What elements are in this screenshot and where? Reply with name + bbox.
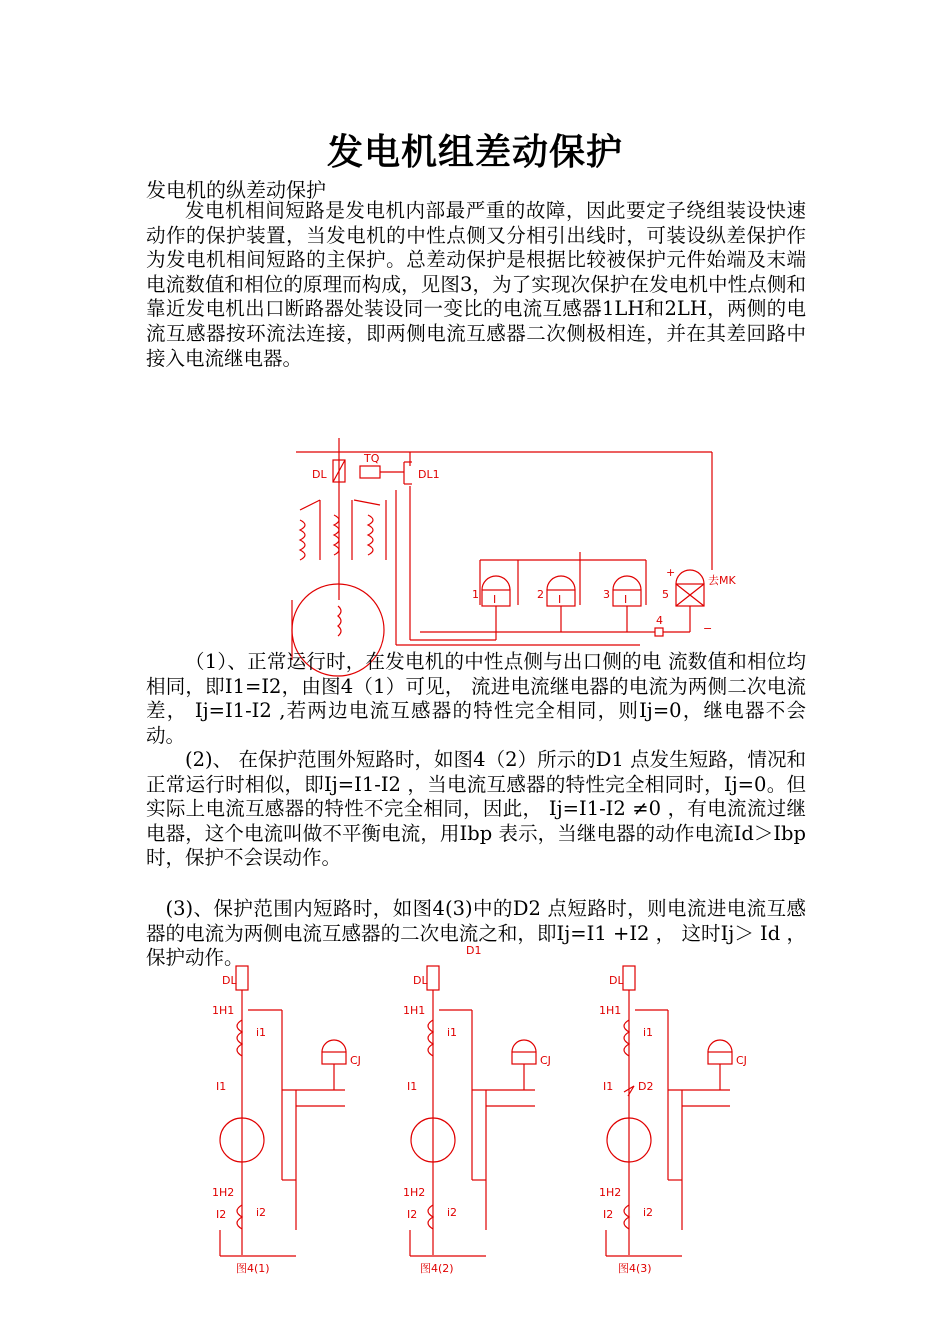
fig4-1-i2: I2 xyxy=(216,1208,227,1221)
relay-1-letter: I xyxy=(493,593,497,606)
fig4-2-si2: i2 xyxy=(447,1206,458,1219)
fig4-2-i1: I1 xyxy=(407,1080,418,1093)
label-dl1: DL1 xyxy=(418,468,440,481)
section-heading: 发电机的纵差动保护 xyxy=(146,178,326,202)
intro-paragraph: 发电机相间短路是发电机内部最严重的故障，因此要定子绕组装设快速动作的保护装置，当发电机的中性点侧又分相引出线时，可装设纵差保护作为发电机相间短路的主保护。总差动保护是根据比较被保护元件始端及末端电流数值和相位的原理而构成，见图3，为了实现次保护在发电机中性点侧和靠近发电机出口断路器处装设同一变比的电流互感器1LH和2LH，两侧的电流互感器按环流法连接，即两侧电流互感器二次侧极相连，并在其差回路中接入电流继电器。 xyxy=(146,199,806,370)
fig4-3-cj: CJ xyxy=(736,1054,747,1067)
page-title: 发电机组差动保护 xyxy=(326,132,623,173)
label-relay-2: 2 xyxy=(537,588,544,601)
figure-3-circuit xyxy=(292,438,712,676)
fig4-2-si1: i1 xyxy=(447,1026,458,1039)
fig4-1-i1: I1 xyxy=(216,1080,227,1093)
relay-2-letter: I xyxy=(558,593,562,606)
relay-3-letter: I xyxy=(624,593,628,606)
fig4-3-lh2: 1H2 xyxy=(599,1186,622,1199)
fig4-1-lh2: 1H2 xyxy=(212,1186,235,1199)
figure-3-labels xyxy=(312,452,736,635)
figure-4-labels xyxy=(212,944,747,1275)
fig4-3-si2: i2 xyxy=(643,1206,654,1219)
fig4-3-d2: D2 xyxy=(638,1080,654,1093)
fig4-2-cj: CJ xyxy=(540,1054,551,1067)
fig4-1-cj: CJ xyxy=(350,1054,361,1067)
paragraph-internal-fault: (3)、保护范围内短路时，如图4(3)中的D2 点短路时，则电流进电流互感器的电流为两侧电流互感器的二次电流之和，即Ij=I1 +I2 ， 这时Ij＞ Id ， 保护动作。 xyxy=(146,897,806,970)
fig4-1-lh1: 1H1 xyxy=(212,1004,235,1017)
label-minus: − xyxy=(703,622,713,635)
figure-4-1-circuit xyxy=(220,966,346,1256)
label-relay-3: 3 xyxy=(603,588,610,601)
label-plus: + xyxy=(666,566,676,579)
label-dl: DL xyxy=(312,468,327,481)
fig4-1-si2: i2 xyxy=(256,1206,267,1219)
figure-4-2-circuit xyxy=(410,966,536,1256)
figure-4-3-circuit xyxy=(606,966,732,1256)
fig4-3-caption: 图4(3) xyxy=(618,1262,652,1275)
paragraph-normal-operation: （1）、正常运行时，在发电机的中性点侧与出口侧的电 流数值和相位均相同，即I1=I2，由图4（1）可见， 流进电流继电器的电流为两侧二次电流差， Ij=I1-I2 ,若两边电流互感器的特性完全相同，则Ij=0，继电器不会动。 xyxy=(146,650,806,747)
paragraph-external-fault: (2)、 在保护范围外短路时，如图4（2）所示的D1 点发生短路，情况和正常运行时相似，即Ij=I1-I2 ，当电流互感器的特性完全相同时，Ij=0。但实际上电流互感器的特性不完全相同，因此， Ij=I1-I2 ≠0 ，有电流流过继电器，这个电流叫做不平衡电流，用Ibp 表示，当继电器的动作电流Id＞Ibp 时，保护不会误动作。 xyxy=(146,748,806,870)
fig4-3-dl: DL xyxy=(609,974,624,987)
fig4-2-caption: 图4(2) xyxy=(420,1262,454,1275)
fig4-2-lh2: 1H2 xyxy=(403,1186,426,1199)
fig4-3-lh1: 1H1 xyxy=(599,1004,622,1017)
label-relay-1: 1 xyxy=(472,588,479,601)
fig4-3-i2: I2 xyxy=(603,1208,614,1221)
label-to-mk: 去MK xyxy=(708,574,736,587)
fig4-3-i1: I1 xyxy=(603,1080,614,1093)
label-tq: TQ xyxy=(364,452,380,465)
fig4-2-lh1: 1H1 xyxy=(403,1004,426,1017)
fig4-1-dl: DL xyxy=(222,974,237,987)
fig4-3-si1: i1 xyxy=(643,1026,654,1039)
fig4-1-caption: 图4(1) xyxy=(236,1262,270,1275)
label-4: 4 xyxy=(656,614,663,627)
fig4-2-dl: DL xyxy=(413,974,428,987)
fig4-2-i2: I2 xyxy=(407,1208,418,1221)
fig4-2-d1: D1 xyxy=(466,944,482,957)
fig4-1-si1: i1 xyxy=(256,1026,267,1039)
label-relay-5: 5 xyxy=(662,588,669,601)
